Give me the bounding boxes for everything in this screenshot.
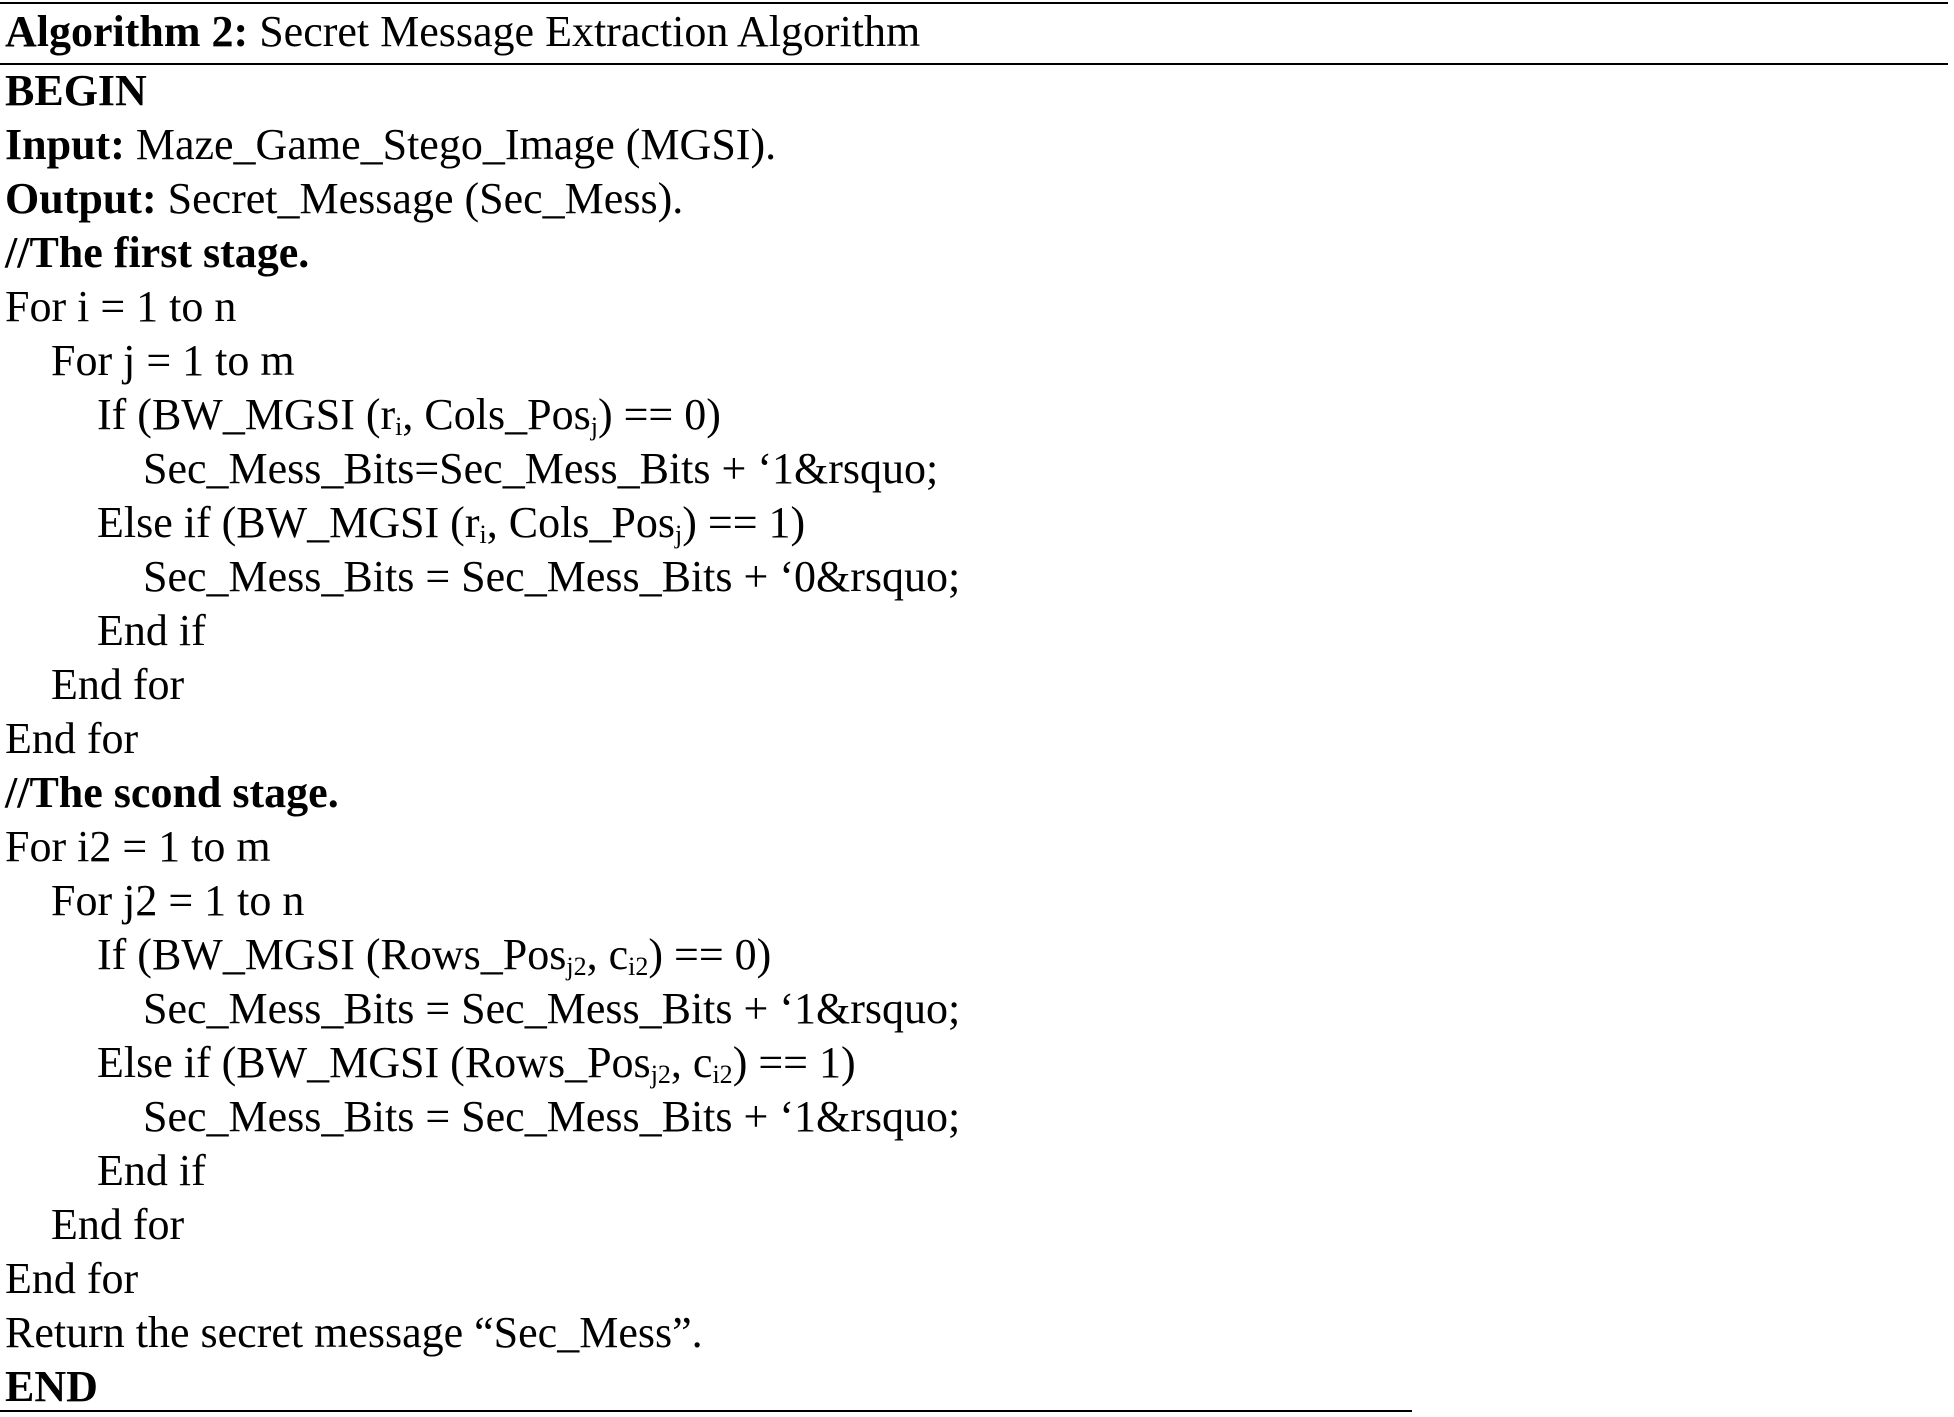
output-label: Output: [5,174,157,223]
if1-sub-j: j [590,412,598,441]
input-label: Input: [5,120,125,169]
elseif2-sub-i2: i2 [712,1060,733,1089]
line-assign1: Sec_Mess_Bits=Sec_Mess_Bits + ‘1&rsquo; [143,444,939,493]
elseif2-part-b: , c [670,1038,713,1087]
if1-part-b: , Cols_Pos [402,390,591,439]
elseif1-part-c: ) == 1) [682,498,806,547]
elseif2-part-c: ) == 1) [732,1038,856,1087]
algorithm-title: Secret Message Extraction Algorithm [248,7,921,56]
if2-part-c: ) == 0) [648,930,772,979]
if2-part-b: , c [586,930,629,979]
line-assign3: Sec_Mess_Bits = Sec_Mess_Bits + ‘1&rsquo; [143,984,961,1033]
if1-part-a: If (BW_MGSI (r [97,390,396,439]
line-for-i2: For i2 = 1 to m [5,822,271,871]
if1-sub-i: i [395,412,403,441]
elseif2-part-a: Else if (BW_MGSI (Rows_Pos [97,1038,651,1087]
elseif2-sub-j2: j2 [650,1060,671,1089]
if2-sub-j2: j2 [566,952,587,981]
line-end: END [5,1362,98,1411]
line-endif1: End if [97,606,206,655]
output-text: Secret_Message (Sec_Mess). [156,174,684,223]
elseif1-sub-i: i [479,520,487,549]
algorithm-body [5,64,960,1414]
line-elseif2 [5,1036,960,1090]
line-for-j: For j = 1 to m [51,336,295,385]
line-assign4: Sec_Mess_Bits = Sec_Mess_Bits + ‘1&rsquo; [143,1092,961,1141]
if1-part-c: ) == 0) [597,390,721,439]
line-endif2: End if [97,1146,206,1195]
line-endfor-j: End for [51,660,185,709]
line-endfor-i: End for [5,714,139,763]
line-assign2: Sec_Mess_Bits = Sec_Mess_Bits + ‘0&rsquo; [143,552,961,601]
if2-sub-i2: i2 [628,952,649,981]
algorithm-caption [5,4,920,60]
line-input [5,118,960,172]
line-endfor-i2: End for [5,1254,139,1303]
line-endfor-j2: End for [51,1200,185,1249]
line-stage2-comment: //The scond stage. [5,768,339,817]
bottom-rule [0,1410,1412,1412]
elseif1-part-b: , Cols_Pos [486,498,676,547]
elseif1-part-a: Else if (BW_MGSI (r [97,498,480,547]
line-elseif1 [5,496,960,550]
line-stage1-comment: //The first stage. [5,228,310,277]
line-if2 [5,928,960,982]
line-output [5,172,960,226]
line-for-j2: For j2 = 1 to n [51,876,305,925]
elseif1-sub-j: j [675,520,683,549]
input-text: Maze_Game_Stego_Image (MGSI). [124,120,777,169]
algorithm-label: Algorithm 2: [5,7,249,56]
line-if1 [5,388,960,442]
line-return: Return the secret message “Sec_Mess”. [5,1308,703,1357]
line-begin: BEGIN [5,66,147,115]
if2-part-a: If (BW_MGSI (Rows_Pos [97,930,567,979]
line-for-i: For i = 1 to n [5,282,237,331]
